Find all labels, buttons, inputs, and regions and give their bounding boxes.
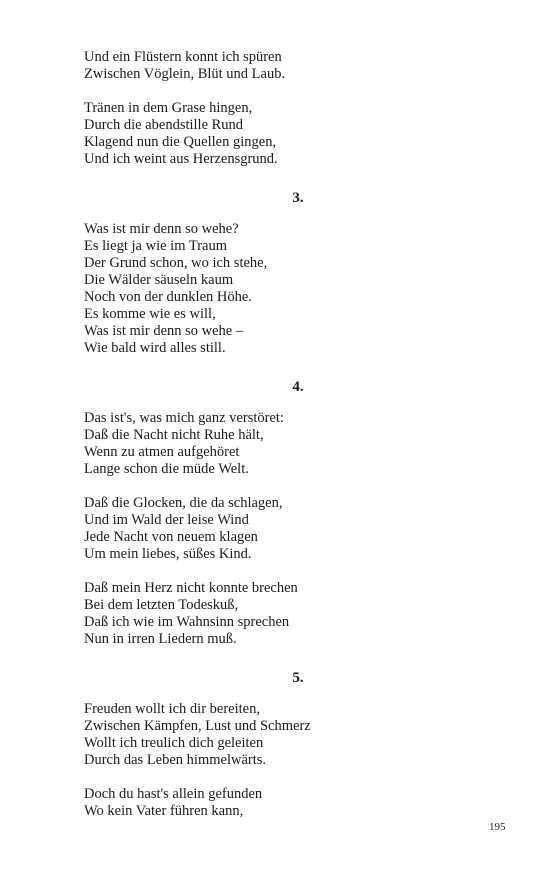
verse-line: Um mein liebes, süßes Kind. <box>84 546 252 562</box>
verse-line: Nun in irren Liedern muß. <box>84 631 237 647</box>
poem-section <box>84 670 504 820</box>
verse-line: Der Grund schon, wo ich stehe, <box>84 255 268 271</box>
verse-line: Bei dem letzten Todeskuß, <box>84 597 239 613</box>
verse-line: Wollt ich treulich dich geleiten <box>84 735 264 751</box>
stanza <box>84 100 504 168</box>
stanza <box>84 786 504 820</box>
verse-line: Und ein Flüstern konnt ich spüren <box>84 49 282 65</box>
verse-line: Das ist's, was mich ganz verstöret: <box>84 410 284 426</box>
verse-line: Was ist mir denn so wehe – <box>84 323 244 339</box>
verse-line: Was ist mir denn so wehe? <box>84 221 239 237</box>
verse-line: Durch die abendstille Rund <box>84 117 244 133</box>
verse-line: Wenn zu atmen aufgehöret <box>84 444 240 460</box>
verse-line: Zwischen Vöglein, Blüt und Laub. <box>84 66 286 82</box>
section-number: 4. <box>292 379 304 395</box>
verse-line: Klagend nun die Quellen gingen, <box>84 134 277 150</box>
verse-line: Jede Nacht von neuem klagen <box>84 529 258 545</box>
verse-line: Daß ich wie im Wahnsinn sprechen <box>84 614 290 630</box>
verse-line: Noch von der dunklen Höhe. <box>84 289 252 305</box>
verse-line: Doch du hast's allein gefunden <box>84 786 263 802</box>
verse-line: Daß die Nacht nicht Ruhe hält, <box>84 427 264 443</box>
stanza <box>84 701 504 769</box>
stanza <box>84 495 504 563</box>
verse-line: Wo kein Vater führen kann, <box>84 803 244 819</box>
stanza <box>84 221 504 357</box>
poem-section <box>84 49 504 168</box>
page-number: 195 <box>489 821 506 833</box>
verse-line: Wie bald wird alles still. <box>84 340 226 356</box>
section-number: 5. <box>292 670 304 686</box>
verse-line: Zwischen Kämpfen, Lust und Schmerz <box>84 718 311 734</box>
poem-text <box>84 49 504 842</box>
verse-line: Und ich weint aus Herzensgrund. <box>84 151 278 167</box>
verse-line: Tränen in dem Grase hingen, <box>84 100 253 116</box>
poem-section <box>84 379 504 648</box>
verse-line: Es liegt ja wie im Traum <box>84 238 227 254</box>
stanza <box>84 49 504 83</box>
verse-line: Lange schon die müde Welt. <box>84 461 249 477</box>
verse-line: Die Wälder säuseln kaum <box>84 272 234 288</box>
verse-line: Daß mein Herz nicht konnte brechen <box>84 580 298 596</box>
verse-line: Freuden wollt ich dir bereiten, <box>84 701 260 717</box>
verse-line: Und im Wald der leise Wind <box>84 512 249 528</box>
section-number: 3. <box>292 190 304 206</box>
verse-line: Durch das Leben himmelwärts. <box>84 752 267 768</box>
poem-section <box>84 190 504 357</box>
verse-line: Es komme wie es will, <box>84 306 216 322</box>
verse-line: Daß die Glocken, die da schlagen, <box>84 495 283 511</box>
stanza <box>84 410 504 478</box>
stanza <box>84 580 504 648</box>
